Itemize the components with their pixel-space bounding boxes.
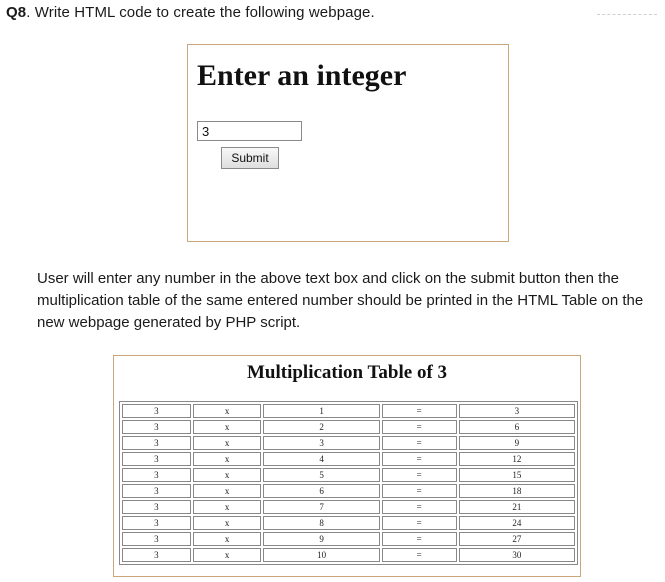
equals-sign-cell: = <box>382 436 457 450</box>
multiplier-cell: 5 <box>263 468 379 482</box>
equals-sign-cell: = <box>382 500 457 514</box>
product-cell: 12 <box>459 452 575 466</box>
table-row <box>122 468 575 482</box>
multiplier-cell: 8 <box>263 516 379 530</box>
times-sign-cell: x <box>193 404 262 418</box>
product-cell: 3 <box>459 404 575 418</box>
times-sign-cell: x <box>193 436 262 450</box>
multiplier-cell: 7 <box>263 500 379 514</box>
product-cell: 30 <box>459 548 575 562</box>
product-cell: 6 <box>459 420 575 434</box>
times-sign-cell: x <box>193 532 262 546</box>
multiplicand-cell: 3 <box>122 484 191 498</box>
equals-sign-cell: = <box>382 420 457 434</box>
input-page-panel <box>187 44 509 242</box>
result-page-panel <box>113 355 581 577</box>
multiplicand-cell: 3 <box>122 532 191 546</box>
table-row <box>122 436 575 450</box>
equals-sign-cell: = <box>382 548 457 562</box>
equals-sign-cell: = <box>382 516 457 530</box>
multiplier-cell: 10 <box>263 548 379 562</box>
times-sign-cell: x <box>193 468 262 482</box>
table-row <box>122 516 575 530</box>
table-row <box>122 548 575 562</box>
table-row <box>122 484 575 498</box>
question-number: Q8 <box>6 4 27 21</box>
integer-input[interactable] <box>197 121 302 141</box>
multiplicand-cell: 3 <box>122 404 191 418</box>
table-row <box>122 404 575 418</box>
description-text: User will enter any number in the above text box and click on the submit button then the multiplication table of the same entered number should be printed in the HTML Table on the new webpage generated by PHP script. <box>37 270 644 331</box>
equals-sign-cell: = <box>382 404 457 418</box>
multiplier-cell: 6 <box>263 484 379 498</box>
multiplicand-cell: 3 <box>122 548 191 562</box>
times-sign-cell: x <box>193 516 262 530</box>
product-cell: 24 <box>459 516 575 530</box>
product-cell: 18 <box>459 484 575 498</box>
table-title: Multiplication Table of 3 <box>246 362 448 383</box>
table-row <box>122 420 575 434</box>
product-cell: 9 <box>459 436 575 450</box>
product-cell: 15 <box>459 468 575 482</box>
multiplier-cell: 2 <box>263 420 379 434</box>
times-sign-cell: x <box>193 484 262 498</box>
product-cell: 27 <box>459 532 575 546</box>
equals-sign-cell: = <box>382 468 457 482</box>
multiplier-cell: 4 <box>263 452 379 466</box>
form-heading: Enter an integer <box>197 59 407 92</box>
table-row <box>122 500 575 514</box>
times-sign-cell: x <box>193 420 262 434</box>
times-sign-cell: x <box>193 548 262 562</box>
multiplier-cell: 9 <box>263 532 379 546</box>
table-row <box>122 452 575 466</box>
equals-sign-cell: = <box>382 484 457 498</box>
equals-sign-cell: = <box>382 452 457 466</box>
table-row <box>122 532 575 546</box>
product-cell: 21 <box>459 500 575 514</box>
submit-button[interactable]: Submit <box>221 147 279 169</box>
multiplication-table <box>119 401 578 565</box>
equals-sign-cell: = <box>382 532 457 546</box>
question-body: . Write HTML code to create the following webpage. <box>26 4 375 21</box>
multiplicand-cell: 3 <box>122 516 191 530</box>
times-sign-cell: x <box>193 500 262 514</box>
multiplier-cell: 1 <box>263 404 379 418</box>
multiplicand-cell: 3 <box>122 500 191 514</box>
multiplicand-cell: 3 <box>122 452 191 466</box>
scan-mark <box>597 14 657 15</box>
multiplicand-cell: 3 <box>122 420 191 434</box>
times-sign-cell: x <box>193 452 262 466</box>
multiplicand-cell: 3 <box>122 436 191 450</box>
multiplier-cell: 3 <box>263 436 379 450</box>
multiplicand-cell: 3 <box>122 468 191 482</box>
question-text <box>6 4 375 21</box>
